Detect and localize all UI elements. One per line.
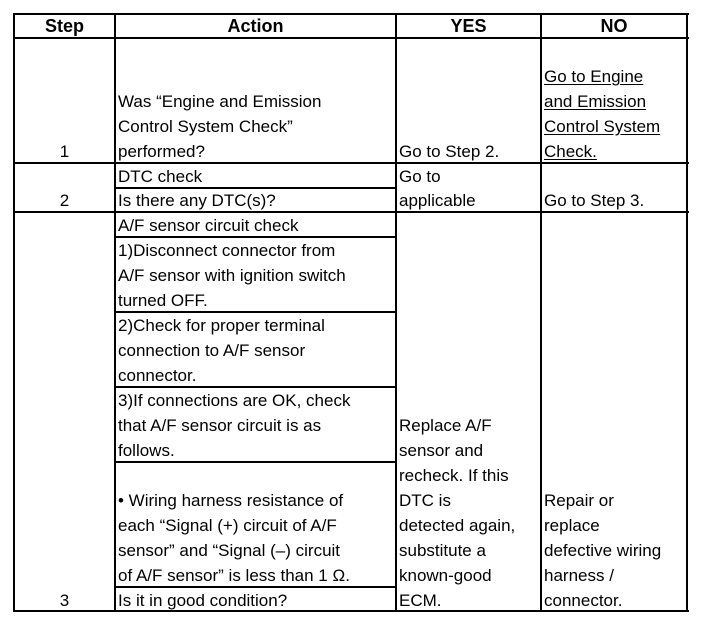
- action-text: performed?: [118, 142, 205, 161]
- table-border-left: [13, 13, 15, 612]
- no-text: defective wiring: [544, 541, 662, 560]
- yes-text: applicable: [399, 191, 476, 210]
- column-divider-yes: [395, 13, 397, 612]
- action-text: 2)Check for proper terminal: [118, 316, 325, 335]
- action-text: connector.: [118, 366, 197, 385]
- action-text: each “Signal (+) circuit of A/F: [118, 516, 337, 535]
- yes-text: Go to: [399, 167, 441, 186]
- engine-emission-check-link[interactable]: Check.: [544, 142, 597, 161]
- header-step: Step: [44, 16, 84, 36]
- yes-text: known-good: [399, 566, 492, 585]
- no-text: Go to Step 3.: [544, 191, 645, 210]
- action-text: 1)Disconnect connector from: [118, 241, 336, 260]
- action-text: A/F sensor with ignition switch: [118, 266, 346, 285]
- action-text: • Wiring harness resistance of: [118, 491, 344, 510]
- header-no: NO: [600, 16, 628, 36]
- no-text: Repair or: [544, 491, 614, 510]
- step-number: 1: [59, 142, 70, 161]
- yes-text: ECM.: [399, 591, 442, 610]
- yes-text: recheck. If this: [399, 466, 509, 485]
- action-text: Is there any DTC(s)?: [118, 191, 276, 210]
- action-text: of A/F sensor” is less than 1 Ω.: [118, 566, 350, 585]
- no-text: replace: [544, 516, 600, 535]
- header-action: Action: [227, 16, 284, 36]
- action-text: A/F sensor circuit check: [118, 216, 299, 235]
- step-number: 3: [59, 591, 70, 610]
- engine-emission-check-link[interactable]: Control System: [544, 117, 661, 136]
- action-text: follows.: [118, 441, 175, 460]
- no-text: harness /: [544, 566, 614, 585]
- action-text: 3)If connections are OK, check: [118, 391, 351, 410]
- column-divider-no: [540, 13, 542, 612]
- action-text: DTC check: [118, 167, 203, 186]
- yes-text: detected again,: [399, 516, 516, 535]
- column-divider-action: [114, 13, 116, 612]
- action-text: Control System Check”: [118, 117, 293, 136]
- action-text: Is it in good condition?: [118, 591, 288, 610]
- yes-text: Replace A/F: [399, 416, 492, 435]
- action-text: turned OFF.: [118, 291, 208, 310]
- table-border-right: [686, 13, 688, 612]
- engine-emission-check-link[interactable]: Go to Engine: [544, 67, 644, 86]
- no-text: connector.: [544, 591, 623, 610]
- yes-text: sensor and: [399, 441, 484, 460]
- action-text: that A/F sensor circuit is as: [118, 416, 322, 435]
- header-yes: YES: [450, 16, 487, 36]
- engine-emission-check-link[interactable]: and Emission: [544, 92, 647, 111]
- action-text: sensor” and “Signal (–) circuit: [118, 541, 341, 560]
- action-text: Was “Engine and Emission: [118, 92, 322, 111]
- yes-text: DTC is: [399, 491, 451, 510]
- yes-text: Go to Step 2.: [399, 142, 500, 161]
- yes-text: substitute a: [399, 541, 486, 560]
- action-text: connection to A/F sensor: [118, 341, 306, 360]
- step-number: 2: [59, 191, 70, 210]
